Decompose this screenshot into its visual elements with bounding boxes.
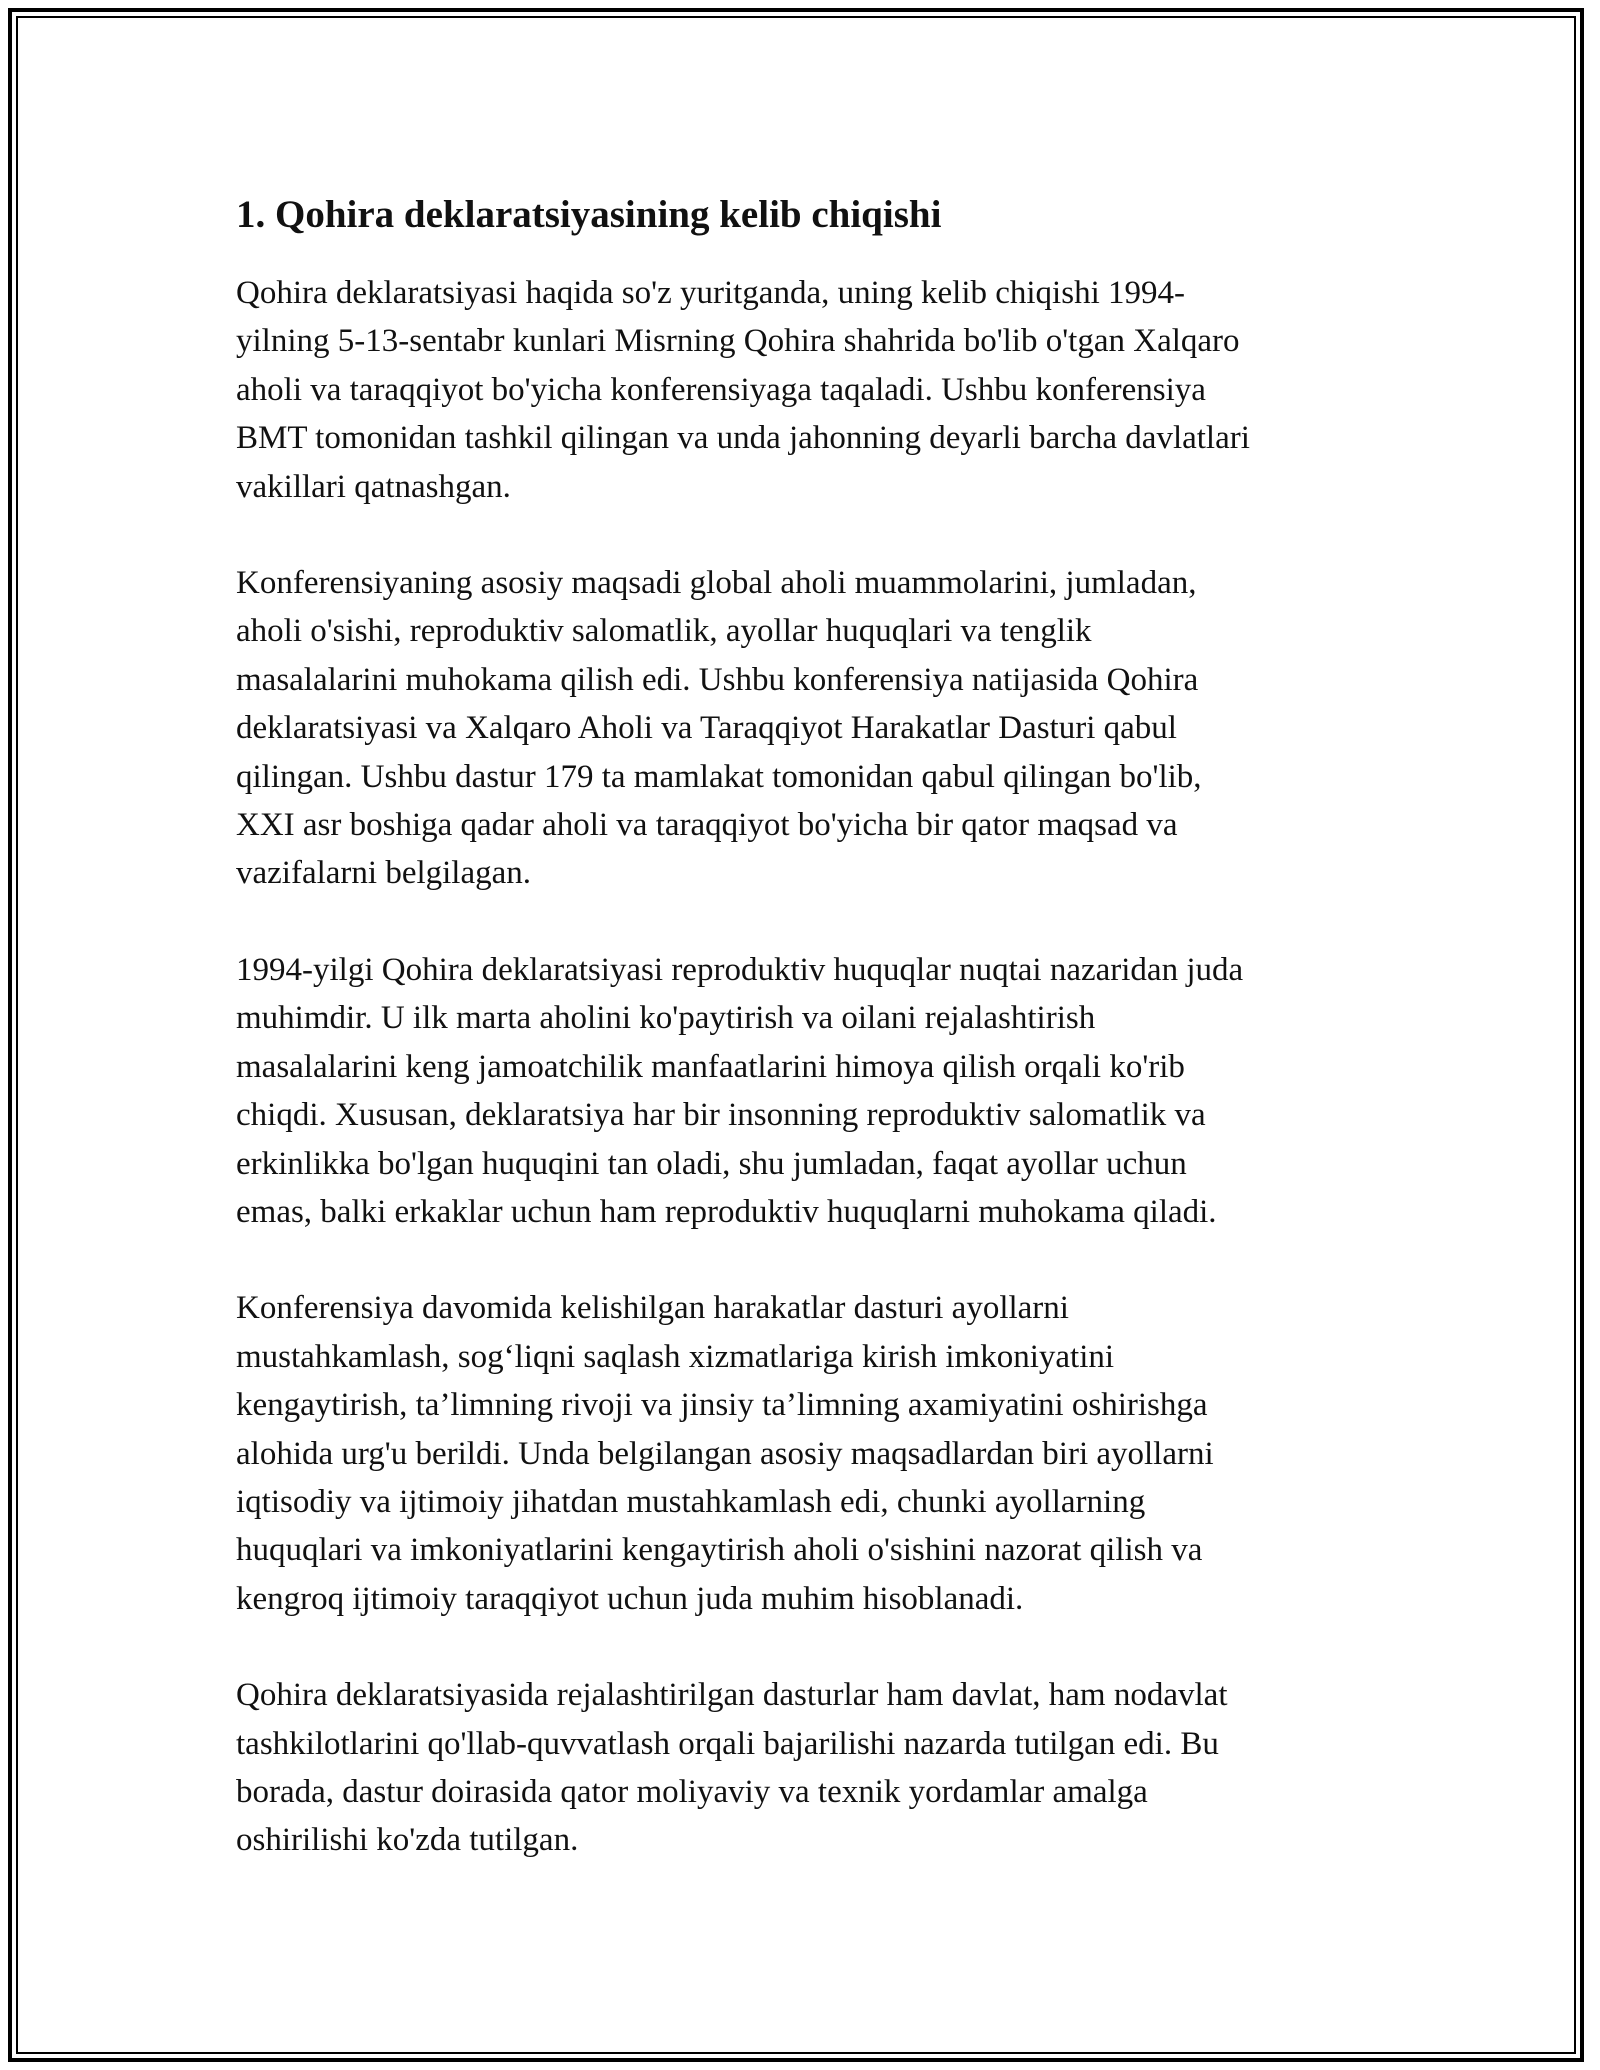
paragraph-origin	[236, 269, 1376, 511]
document-title: 1. Qohira deklaratsiyasining kelib chiqishi	[236, 193, 942, 236]
paragraph-action-programme	[236, 1284, 1376, 1623]
document-body	[236, 187, 1376, 1913]
paragraph-line: chiqdi. Xususan, deklaratsiya har bir insonning reproduktiv salomatlik va	[236, 1097, 1206, 1134]
paragraph-implementation	[236, 1671, 1376, 1865]
paragraph-line: emas, balki erkaklar uchun ham reproduktiv huquqlarni muhokama qiladi.	[236, 1193, 1217, 1230]
paragraph-line: iqtisodiy va ijtimoiy jihatdan mustahkamlash edi, chunki ayollarning	[236, 1483, 1146, 1520]
paragraph-line: kengaytirish, ta’limning rivoji va jinsiy ta’limning axamiyatini oshirishga	[236, 1387, 1208, 1424]
paragraph-line: mustahkamlash, sog‘liqni saqlash xizmatlariga kirish imkoniyatini	[236, 1338, 1115, 1375]
paragraph-line: yilning 5-13-sentabr kunlari Misrning Qohira shahrida bo'lib o'tgan Xalqaro	[236, 323, 1240, 360]
paragraph-line: aholi o'sishi, reproduktiv salomatlik, ayollar huquqlari va tenglik	[236, 613, 1092, 650]
paragraph-line: Qohira deklaratsiyasida rejalashtirilgan dasturlar ham davlat, ham nodavlat	[236, 1677, 1228, 1714]
paragraph-line: vakillari qatnashgan.	[236, 468, 511, 505]
paragraph-line: aholi va taraqqiyot bo'yicha konferensiyaga taqaladi. Ushbu konferensiya	[236, 371, 1206, 408]
paragraph-line: tashkilotlarini qo'llab-quvvatlash orqali bajarilishi nazarda tutilgan edi. Bu	[236, 1725, 1219, 1762]
paragraph-line: XXI asr boshiga qadar aholi va taraqqiyot bo'yicha bir qator maqsad va	[236, 807, 1178, 844]
paragraph-line: deklaratsiyasi va Xalqaro Aholi va Taraqqiyot Harakatlar Dasturi qabul	[236, 710, 1177, 747]
paragraph-line: qilingan. Ushbu dastur 179 ta mamlakat tomonidan qabul qilingan bo'lib,	[236, 758, 1202, 795]
paragraph-line: huquqlari va imkoniyatlarini kengaytirish aholi o'sishini nazorat qilish va	[236, 1532, 1203, 1569]
paragraph-line: alohida urg'u berildi. Unda belgilangan asosiy maqsadlardan biri ayollarni	[236, 1435, 1214, 1472]
paragraph-line: Qohira deklaratsiyasi haqida so'z yuritganda, uning kelib chiqishi 1994-	[236, 275, 1185, 311]
paragraph-line: muhimdir. U ilk marta aholini ko'paytirish va oilani rejalashtirish	[236, 1000, 1096, 1037]
paragraph-line: kengroq ijtimoiy taraqqiyot uchun juda muhim hisoblanadi.	[236, 1580, 1024, 1617]
paragraph-goals	[236, 559, 1376, 898]
paragraph-line: masalalarini keng jamoatchilik manfaatlarini himoya qilish orqali ko'rib	[236, 1048, 1185, 1085]
paragraph-line: Konferensiyaning asosiy maqsadi global aholi muammolarini, jumladan,	[236, 565, 1197, 602]
paragraph-line: Konferensiya davomida kelishilgan harakatlar dasturi ayollarni	[236, 1290, 1069, 1327]
paragraph-reproductive-rights	[236, 946, 1376, 1236]
paragraph-line: BMT tomonidan tashkil qilingan va unda jahonning deyarli barcha davlatlari	[236, 420, 1250, 457]
paragraph-line: 1994-yilgi Qohira deklaratsiyasi reproduktiv huquqlar nuqtai nazaridan juda	[236, 951, 1244, 988]
paragraph-line: borada, dastur doirasida qator moliyaviy va texnik yordamlar amalga	[236, 1773, 1148, 1810]
paragraph-line: erkinlikka bo'lgan huquqini tan oladi, shu jumladan, faqat ayollar uchun	[236, 1145, 1187, 1182]
paragraph-line: oshirilishi ko'zda tutilgan.	[236, 1822, 579, 1859]
paragraph-line: masalalarini muhokama qilish edi. Ushbu konferensiya natijasida Qohira	[236, 661, 1199, 698]
paragraph-line: vazifalarni belgilagan.	[236, 855, 532, 892]
